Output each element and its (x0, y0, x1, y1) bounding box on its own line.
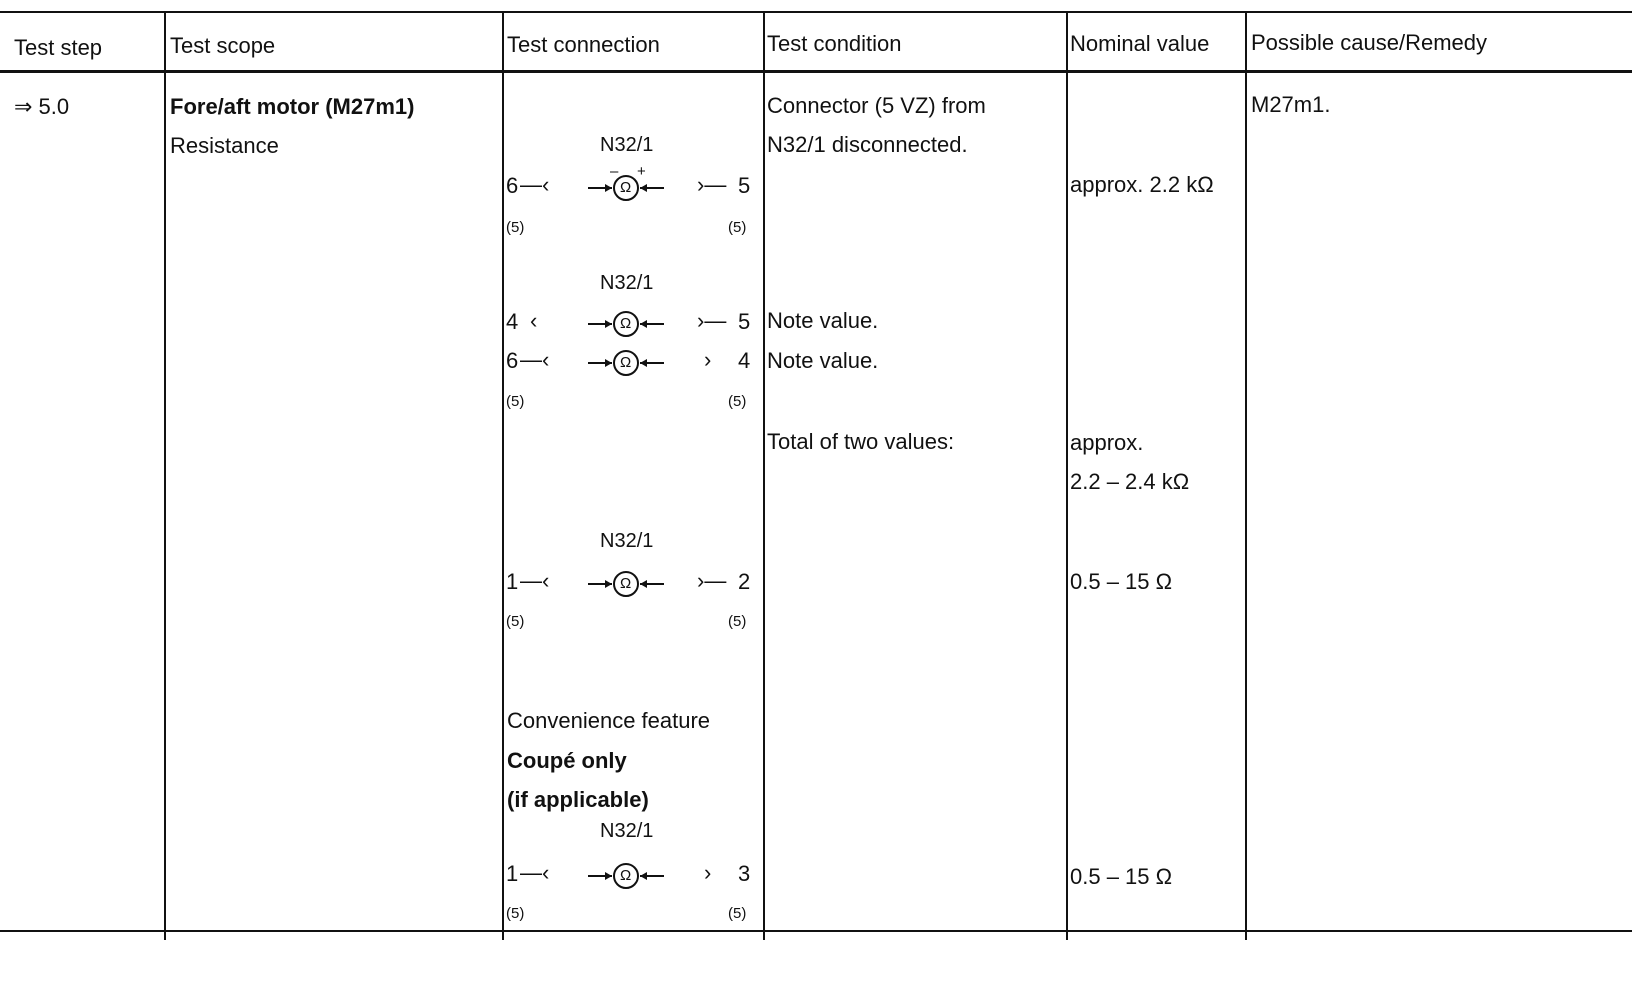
header-test-scope: Test scope (170, 33, 276, 58)
socket-left-icon: —‹ (520, 860, 550, 885)
convenience-feature-label: Convenience feature (507, 708, 711, 733)
col-divider-3 (763, 11, 765, 940)
device-label: N32/1 (600, 272, 654, 294)
ohm-symbol: Ω (620, 315, 632, 332)
nominal-value-2a: approx. (1070, 430, 1144, 455)
ohm-symbol: Ω (620, 179, 632, 196)
header-test-condition: Test condition (767, 31, 902, 56)
coupe-only-label: Coupé only (507, 748, 627, 773)
device-label: N32/1 (600, 820, 654, 842)
col-divider-1 (164, 11, 166, 940)
measurement-1 (502, 130, 763, 240)
test-scope-subtitle: Resistance (170, 133, 279, 158)
pin-right: 2 (738, 569, 751, 594)
nominal-value-2b: 2.2 – 2.4 kΩ (1070, 469, 1190, 494)
col-divider-4 (1066, 11, 1068, 940)
socket-left-icon: —‹ (520, 172, 550, 197)
col-divider-5 (1245, 11, 1247, 940)
header-possible-cause: Possible cause/Remedy (1251, 30, 1488, 55)
measurement-4 (502, 528, 763, 638)
connector-right: (5) (728, 219, 747, 236)
socket-left-icon: ‹ (530, 308, 538, 333)
connector-left: (5) (506, 219, 525, 236)
socket-right-icon: ›— (697, 308, 727, 333)
if-applicable-label: (if applicable) (507, 787, 649, 812)
connector-left: (5) (506, 905, 525, 922)
ohm-symbol: Ω (620, 575, 632, 592)
pin-right: 5 (738, 309, 751, 334)
header-test-step: Test step (14, 35, 103, 60)
table-bottom-rule (0, 930, 1632, 932)
minus-sign: – (610, 163, 619, 180)
device-label: N32/1 (600, 134, 654, 156)
pin-right: 3 (738, 861, 751, 886)
socket-left-icon: —‹ (520, 347, 550, 372)
socket-right-icon: ›— (697, 568, 727, 593)
header-bottom-rule (0, 70, 1632, 73)
connector-right: (5) (728, 905, 747, 922)
pin-left: 1 (506, 569, 519, 594)
header-nominal-value: Nominal value (1070, 31, 1210, 56)
device-label: N32/1 (600, 530, 654, 552)
header-test-connection: Test connection (507, 32, 660, 57)
nominal-value-4: 0.5 – 15 Ω (1070, 864, 1173, 889)
socket-right-icon: ›— (697, 172, 727, 197)
note-value-1: Note value. (767, 308, 879, 333)
socket-right-icon: › (704, 347, 712, 372)
pin-left: 4 (506, 309, 519, 334)
ohm-symbol: Ω (620, 354, 632, 371)
total-of-two-values: Total of two values: (767, 429, 955, 454)
test-step-number: ⇒ 5.0 (14, 94, 70, 119)
measurement-2-3 (502, 270, 763, 420)
socket-left-icon: —‹ (520, 568, 550, 593)
test-scope-title: Fore/aft motor (M27m1) (170, 94, 415, 119)
connector-right: (5) (728, 393, 747, 410)
nominal-value-1: approx. 2.2 kΩ (1070, 172, 1214, 197)
pin-left: 6 (506, 348, 519, 373)
condition-line-1: Connector (5 VZ) from (767, 93, 986, 118)
plus-sign: + (637, 163, 646, 180)
socket-right-icon: › (704, 860, 712, 885)
connector-right: (5) (728, 613, 747, 630)
pin-left: 1 (506, 861, 519, 886)
pin-right: 4 (738, 348, 751, 373)
measurement-5 (502, 818, 763, 928)
table-top-rule (0, 11, 1632, 13)
ohm-symbol: Ω (620, 867, 632, 884)
pin-right: 5 (738, 173, 751, 198)
connector-left: (5) (506, 613, 525, 630)
condition-line-2: N32/1 disconnected. (767, 132, 968, 157)
possible-cause-text: M27m1. (1251, 92, 1331, 117)
nominal-value-3: 0.5 – 15 Ω (1070, 569, 1173, 594)
connector-left: (5) (506, 393, 525, 410)
note-value-2: Note value. (767, 348, 879, 373)
pin-left: 6 (506, 173, 519, 198)
